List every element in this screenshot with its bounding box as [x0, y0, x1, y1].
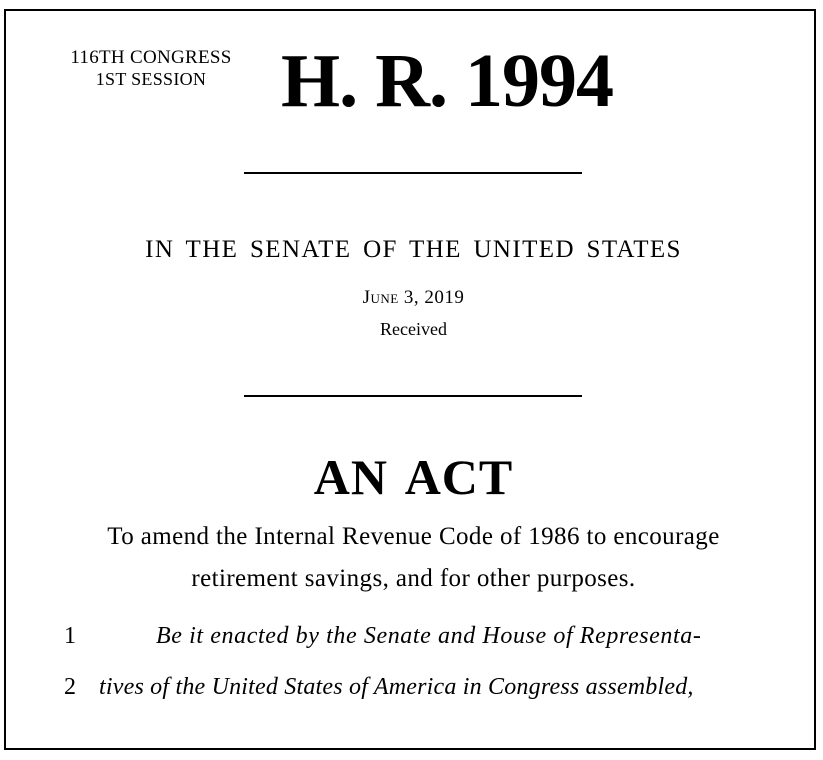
purpose-line-2: retirement savings, and for other purposes.: [191, 565, 636, 592]
bill-number: H. R. 1994: [281, 39, 613, 123]
enacting-clause-text: tives of the United States of America in Congress assembled,: [99, 674, 694, 700]
session-label: 1ST SESSION: [95, 68, 207, 89]
enacting-clause-line: [6, 675, 821, 705]
divider-top: [244, 172, 582, 174]
status-label: Received: [380, 319, 447, 339]
line-number: 2: [64, 674, 76, 700]
received-date: June 3, 2019: [362, 287, 465, 308]
congress-session-block: [46, 47, 256, 90]
enacting-clause-line: [6, 624, 821, 654]
document-page: [4, 9, 816, 750]
line-number: 1: [64, 623, 76, 649]
congress-label: 116TH CONGRESS: [70, 47, 232, 68]
enacting-clause-text: Be it enacted by the Senate and House of Representa-: [156, 623, 702, 649]
chamber-heading: IN THE SENATE OF THE UNITED STATES: [145, 236, 682, 263]
act-title: AN ACT: [313, 449, 514, 505]
divider-bottom: [244, 395, 582, 397]
purpose-line-1: To amend the Internal Revenue Code of 1986 to encourage: [107, 523, 720, 550]
